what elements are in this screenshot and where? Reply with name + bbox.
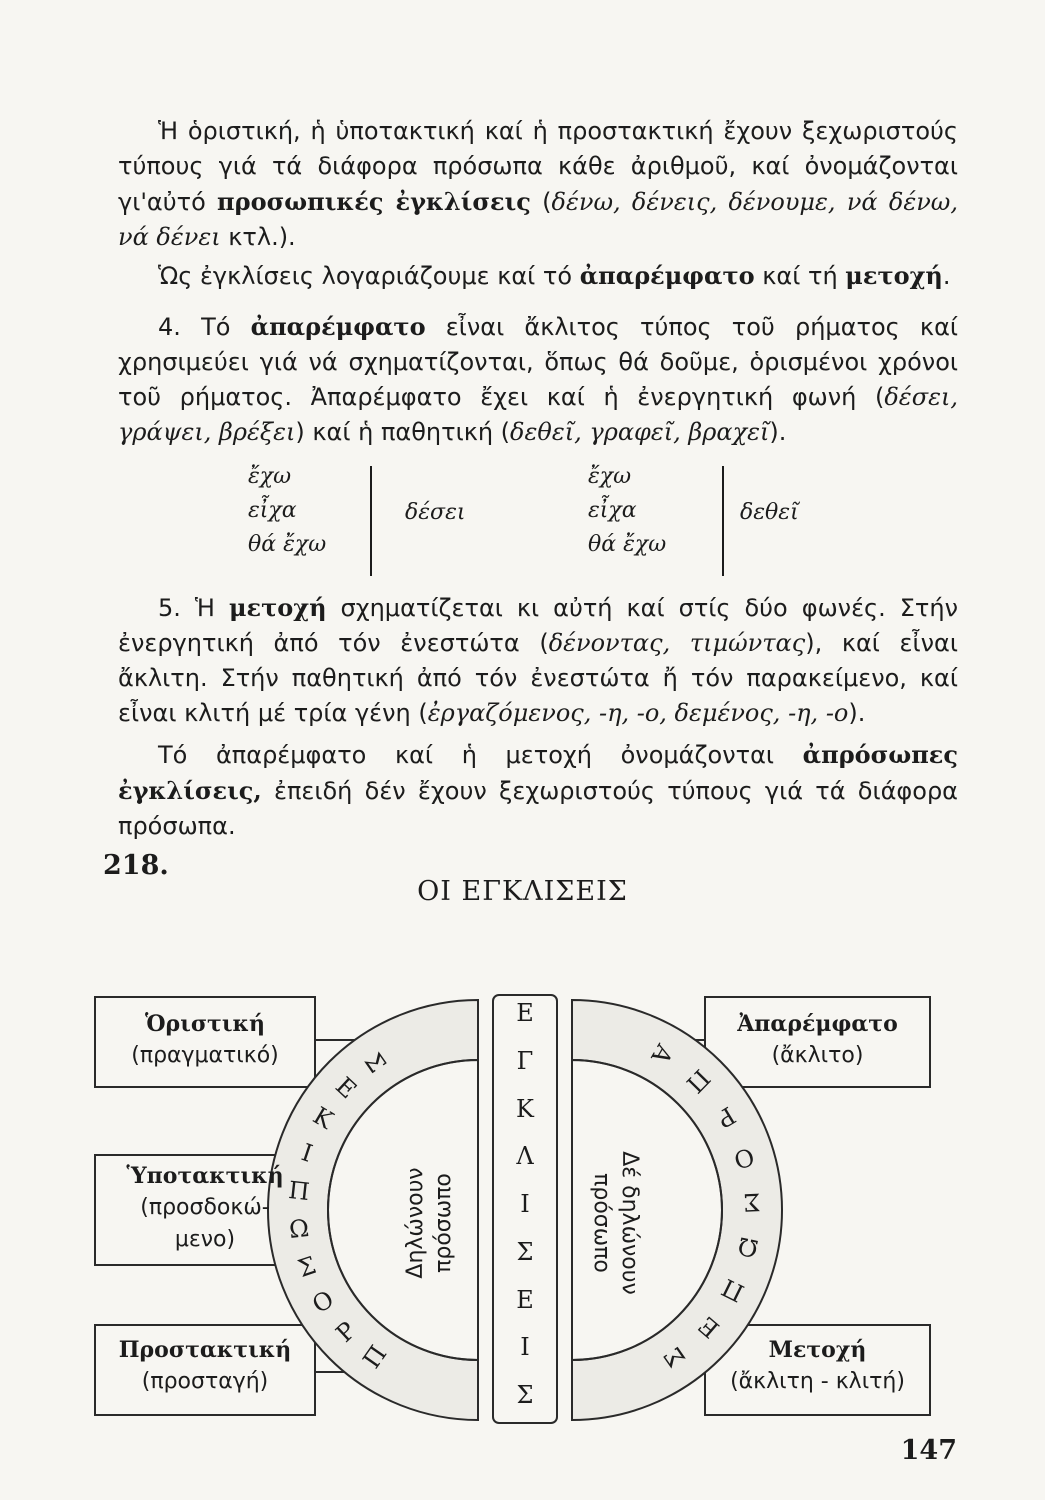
paragraph-participle: 5. Ἡ μετοχή σχηματίζεται κι αὐτή καί στίς δύο φωνές. Στήν ἐνεργητική ἀπό τόν ἐνεστώτα (δένοντας, τιμώντας), καί εἶναι ἄκλιτη. Στήν παθητική ἀπό τόν ἐνεστώτα ἤ τόν παρακείμενο, καί εἶναι κλιτή μέ τρία γένη (ἐργαζόμενος, -η, -ο, δεμένος, -η, -ο). — [118, 593, 958, 727]
mood-name: Μετοχή — [768, 1337, 867, 1363]
arc-letter: Σ — [658, 1342, 692, 1373]
examples-personal: δένω, δένεις, δένουμε, νά δένω, νά δένει — [118, 188, 959, 251]
box-oristiki — [95, 1008, 315, 1072]
conj-result-right: δεθεῖ — [740, 500, 799, 525]
arc-letter: Ο — [730, 1141, 758, 1174]
center-letter: Ε — [516, 1285, 534, 1314]
term-participle-2: μετοχή — [228, 593, 327, 622]
mood-desc: (προσδοκώ- — [140, 1195, 270, 1220]
term-infinitive-2: ἀπαρέμφατο — [250, 312, 426, 341]
mood-desc: (ἄκλιτη - κλιτή) — [730, 1369, 905, 1394]
arc-letter: Π — [680, 1064, 716, 1099]
arc-letter: Ρ — [711, 1100, 741, 1133]
center-letter: Γ — [516, 1046, 534, 1075]
arc-letter: Ο — [307, 1284, 339, 1319]
mood-name: Ὑποτακτική — [126, 1163, 284, 1189]
box-ypotaktiki — [95, 1160, 315, 1256]
conj-line: θά ἔχω — [248, 532, 327, 557]
arc-letter: Α — [645, 1039, 679, 1069]
mood-name: Προστακτική — [118, 1337, 292, 1363]
mood-desc: μενο) — [174, 1227, 236, 1252]
arc-letter: Ω — [287, 1214, 311, 1245]
paragraph-impersonal: Τό ἀπαρέμφατο καί ἡ μετοχή ὀνομάζονται ἀπρόσωπες ἐγκλίσεις, ἐπειδή δέν ἔχουν ξεχωριστούς τύπους γιά τά διάφορα πρόσωπα. — [118, 740, 958, 840]
conj-line: θά ἔχω — [588, 532, 667, 557]
arc-letter: Ω — [735, 1231, 761, 1263]
inner-line: πρόσωπο — [589, 1173, 614, 1273]
page-number: 147 — [900, 1435, 957, 1466]
term-impersonal-moods: ἀπρόσωπες ἐγκλίσεις, — [118, 740, 958, 805]
arc-letter: Π — [357, 1340, 393, 1375]
conj-result-left: δέσει — [405, 500, 466, 525]
section-number: 218. — [103, 850, 169, 881]
conj-line: εἶχα — [588, 498, 637, 523]
arc-letter: Ε — [692, 1310, 725, 1344]
term-infinitive: ἀπαρέμφατο — [579, 261, 755, 290]
term-personal-moods: προσωπικές ἐγκλίσεις — [217, 187, 531, 216]
conj-line: ἔχω — [248, 464, 292, 489]
mood-name: Ὁριστική — [145, 1011, 265, 1037]
mood-desc: (πραγματικό) — [131, 1043, 279, 1068]
left-inner-text — [402, 1143, 458, 1303]
box-aparemfato — [705, 1008, 930, 1072]
center-letter: Ι — [520, 1333, 530, 1362]
term-participle: μετοχή — [845, 261, 943, 290]
arc-letter: Π — [717, 1272, 750, 1307]
center-letter: Λ — [516, 1142, 534, 1171]
arc-letter: Σ — [742, 1187, 761, 1217]
mood-name: Ἀπαρέμφατο — [737, 1011, 898, 1037]
paragraph-personal-moods: Ἡ ὁριστική, ἡ ὑποτακτική καί ἡ προστακτική ἔχουν ξεχωριστούς τύπους γιά τά διάφορα πρόσωπα κάθε ἀριθμοῦ, καί ὀνομάζονται γι'αὐτό προσωπικές ἐγκλίσεις (δένω, δένεις, δένουμε, νά δένω, νά δένει κτλ.). — [118, 117, 959, 251]
arc-letter: Ε — [329, 1071, 362, 1104]
center-letter: Κ — [516, 1094, 534, 1123]
right-inner-text — [587, 1143, 643, 1303]
inner-line: Δέ δηλώνουν — [617, 1151, 642, 1295]
mood-desc: (ἄκλιτο) — [771, 1043, 864, 1068]
examples-passive: δεθεῖ, γραφεῖ, βραχεῖ — [510, 418, 770, 446]
arc-letter: Σ — [294, 1250, 320, 1283]
arc-letter: Π — [287, 1175, 311, 1206]
center-letter: Σ — [516, 1237, 534, 1266]
arc-letter: Κ — [308, 1101, 338, 1136]
conj-line: εἶχα — [248, 498, 297, 523]
box-prostaktiki — [95, 1334, 315, 1398]
center-letter: Ε — [516, 999, 534, 1027]
paragraph-infinitive: 4. Τό ἀπαρέμφατο εἶναι ἄκλιτος τύπος τοῦ ρήματος καί χρησιμεύει γιά νά σχηματίζονται, ὅπως θά δοῦμε, ὁρισμένοι χρόνοι τοῦ ρήματος. Ἀπαρέμφατο ἔχει καί ἡ ἐνεργητική φωνή (δέσει, γράψει, βρέξει) καί ἡ παθητική (δεθεῖ, γραφεῖ, βραχεῖ). — [118, 312, 959, 446]
arc-letter: Σ — [358, 1047, 392, 1078]
center-letter: Σ — [516, 1381, 534, 1409]
examples-participle-active: δένοντας, τιμώντας — [548, 629, 806, 657]
mood-desc: (προσταγή) — [141, 1369, 269, 1394]
conj-line: ἔχω — [588, 464, 632, 489]
inner-line: πρόσωπο — [431, 1173, 456, 1273]
inner-line: Δηλώνουν — [403, 1167, 428, 1279]
arc-letter: Ι — [298, 1138, 317, 1169]
examples-participle-passive: ἐργαζόμενος, -η, -ο, δεμένος, -η, -ο — [427, 699, 849, 727]
examples-active: δέσει, γράψει, βρέξει — [118, 383, 958, 446]
center-letter: Ι — [520, 1190, 530, 1218]
paragraph-moods-include: Ὡς ἐγκλίσεις λογαριάζουμε καί τό ἀπαρέμφατο καί τή μετοχή. — [158, 261, 951, 290]
arc-letter: Ρ — [330, 1316, 362, 1348]
diagram-title: ΟΙ ΕΓΚΛΙΣΕΙΣ — [417, 876, 628, 907]
box-metochi — [705, 1334, 930, 1398]
